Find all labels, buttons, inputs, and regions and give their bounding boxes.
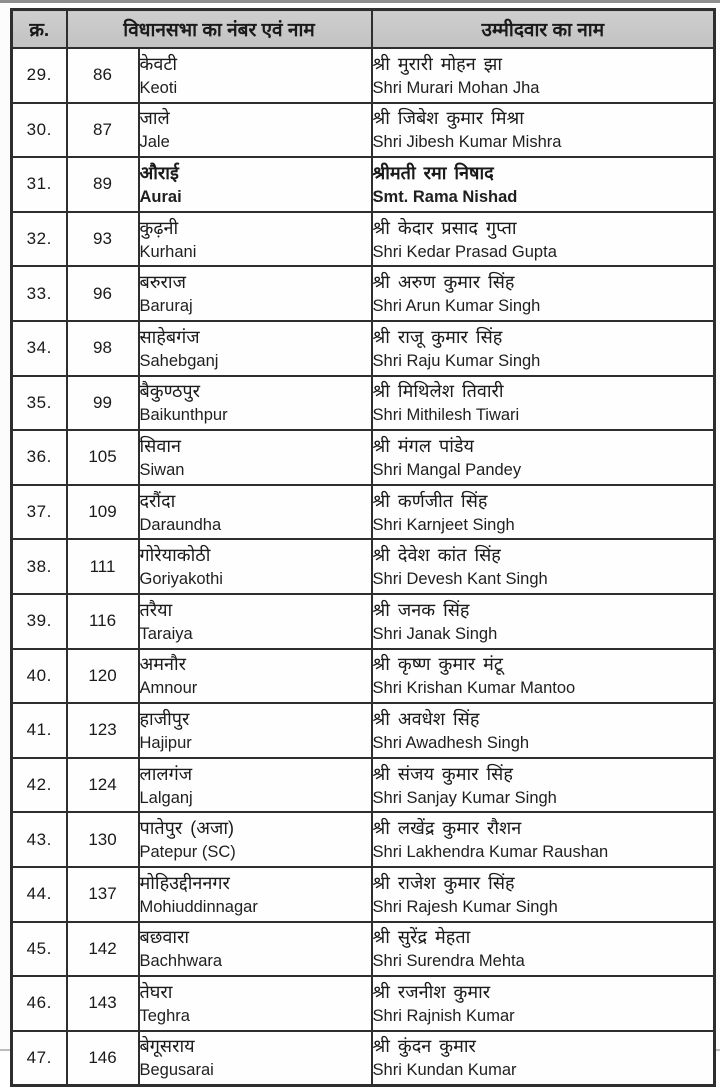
serial-cell: 47.	[12, 1031, 67, 1086]
candidate-name-english: Shri Devesh Kant Singh	[372, 570, 548, 589]
constituency-number-cell: 142	[67, 922, 139, 977]
candidate-name-english: Shri Mangal Pandey	[372, 460, 522, 479]
candidate-name-hindi: श्रीमती रमा निषाद	[372, 162, 494, 183]
constituency-number-cell: 86	[67, 48, 139, 103]
serial-cell: 42.	[12, 758, 67, 813]
candidate-name-hindi: श्री लखेंद्र कुमार रौशन	[372, 818, 522, 839]
constituency-name-cell	[139, 157, 372, 212]
constituency-name-hindi: लालगंज	[139, 763, 193, 784]
constituency-name-cell	[139, 812, 372, 867]
serial-cell: 37.	[12, 485, 67, 540]
constituency-name-english: Hajipur	[139, 733, 192, 752]
constituency-name-hindi: तरैया	[139, 599, 173, 620]
candidate-name-english: Shri Karnjeet Singh	[372, 515, 515, 534]
constituency-name-english: Baruraj	[139, 297, 193, 316]
constituency-name-hindi: गोरेयाकोठी	[139, 545, 211, 566]
table-row	[12, 649, 715, 704]
candidate-name-english: Shri Sanjay Kumar Singh	[372, 788, 557, 807]
constituency-name-hindi: बेगूसराय	[139, 1036, 195, 1057]
constituency-name-english: Teghra	[139, 1006, 190, 1025]
table-row	[12, 922, 715, 977]
constituency-number-cell: 93	[67, 212, 139, 267]
candidate-name-english: Shri Rajesh Kumar Singh	[372, 897, 558, 916]
candidate-name-cell	[372, 758, 715, 813]
table-row	[12, 157, 715, 212]
constituency-number-cell: 105	[67, 430, 139, 485]
table-body	[12, 48, 715, 1086]
table-row	[12, 266, 715, 321]
serial-cell: 40.	[12, 649, 67, 704]
candidate-name-hindi: श्री जिबेश कुमार मिश्रा	[372, 108, 524, 129]
candidate-name-english: Shri Awadhesh Singh	[372, 733, 530, 752]
candidate-name-cell	[372, 157, 715, 212]
serial-cell: 36.	[12, 430, 67, 485]
serial-cell: 43.	[12, 812, 67, 867]
candidate-name-cell	[372, 867, 715, 922]
candidate-name-english: Shri Murari Mohan Jha	[372, 78, 540, 97]
table-row	[12, 867, 715, 922]
candidate-name-cell	[372, 922, 715, 977]
serial-cell: 31.	[12, 157, 67, 212]
table-row	[12, 212, 715, 267]
constituency-name-hindi: जाले	[139, 108, 170, 129]
candidates-table	[10, 8, 716, 1087]
constituency-name-hindi: साहेबगंज	[139, 326, 200, 347]
constituency-number-cell: 146	[67, 1031, 139, 1086]
constituency-name-english: Bachhwara	[139, 952, 223, 971]
constituency-number-cell: 137	[67, 867, 139, 922]
constituency-name-cell	[139, 48, 372, 103]
candidate-name-cell	[372, 649, 715, 704]
serial-cell: 33.	[12, 266, 67, 321]
candidate-name-hindi: श्री संजय कुमार सिंह	[372, 763, 513, 784]
candidate-name-cell	[372, 703, 715, 758]
constituency-number-cell: 120	[67, 649, 139, 704]
table-row	[12, 758, 715, 813]
constituency-number-cell: 96	[67, 266, 139, 321]
constituency-name-hindi: बरुराज	[139, 272, 186, 293]
candidate-name-english: Shri Krishan Kumar Mantoo	[372, 679, 576, 698]
candidate-name-english: Shri Janak Singh	[372, 624, 498, 643]
constituency-name-hindi: बैकुण्ठपुर	[139, 381, 200, 402]
candidate-name-hindi: श्री देवेश कांत सिंह	[372, 545, 501, 566]
constituency-name-english: Lalganj	[139, 788, 193, 807]
candidate-name-hindi: श्री राजेश कुमार सिंह	[372, 872, 515, 893]
candidate-name-english: Shri Arun Kumar Singh	[372, 297, 541, 316]
candidate-name-hindi: श्री राजू कुमार सिंह	[372, 326, 503, 347]
serial-cell: 44.	[12, 867, 67, 922]
constituency-name-cell	[139, 430, 372, 485]
candidate-name-hindi: श्री मुरारी मोहन झा	[372, 53, 502, 74]
constituency-name-english: Keoti	[139, 78, 178, 97]
constituency-name-cell	[139, 703, 372, 758]
constituency-name-hindi: अमनौर	[139, 654, 187, 675]
constituency-name-cell	[139, 103, 372, 158]
table-row	[12, 539, 715, 594]
constituency-name-hindi: हाजीपुर	[139, 708, 190, 729]
candidate-name-english: Shri Kedar Prasad Gupta	[372, 242, 557, 261]
candidate-name-english: Shri Rajnish Kumar	[372, 1006, 515, 1025]
candidate-name-hindi: श्री रजनीश कुमार	[372, 981, 491, 1002]
constituency-name-english: Daraundha	[139, 515, 222, 534]
constituency-name-english: Jale	[139, 133, 170, 152]
constituency-name-hindi: दरौंदा	[139, 490, 176, 511]
constituency-name-english: Siwan	[139, 460, 185, 479]
serial-cell: 34.	[12, 321, 67, 376]
constituency-number-cell: 123	[67, 703, 139, 758]
constituency-name-cell	[139, 649, 372, 704]
header-constituency: विधानसभा का नंबर एवं नाम	[67, 10, 372, 49]
serial-cell: 32.	[12, 212, 67, 267]
constituency-name-english: Sahebganj	[139, 351, 219, 370]
candidate-name-hindi: श्री अवधेश सिंह	[372, 708, 480, 729]
constituency-name-cell	[139, 758, 372, 813]
candidate-name-cell	[372, 594, 715, 649]
constituency-name-hindi: पातेपुर (अजा)	[139, 818, 234, 839]
constituency-name-cell	[139, 539, 372, 594]
table-row	[12, 103, 715, 158]
constituency-number-cell: 98	[67, 321, 139, 376]
candidate-name-hindi: श्री मंगल पांडेय	[372, 435, 474, 456]
table-row	[12, 321, 715, 376]
candidate-name-cell	[372, 430, 715, 485]
table-row	[12, 812, 715, 867]
constituency-name-hindi: केवटी	[139, 53, 178, 74]
candidate-name-hindi: श्री मिथिलेश तिवारी	[372, 381, 504, 402]
candidate-name-cell	[372, 266, 715, 321]
header-serial: क्र.	[12, 10, 67, 49]
constituency-name-cell	[139, 594, 372, 649]
constituency-name-hindi: मोहिउद्दीननगर	[139, 872, 230, 893]
constituency-name-english: Begusarai	[139, 1061, 214, 1080]
constituency-name-cell	[139, 976, 372, 1031]
serial-cell: 45.	[12, 922, 67, 977]
candidate-name-hindi: श्री केदार प्रसाद गुप्ता	[372, 217, 517, 238]
constituency-name-cell	[139, 867, 372, 922]
constituency-name-cell	[139, 266, 372, 321]
constituency-number-cell: 124	[67, 758, 139, 813]
table-row	[12, 1031, 715, 1086]
constituency-number-cell: 87	[67, 103, 139, 158]
constituency-name-cell	[139, 321, 372, 376]
table-row	[12, 48, 715, 103]
constituency-number-cell: 99	[67, 376, 139, 431]
candidate-name-cell	[372, 212, 715, 267]
candidate-name-hindi: श्री अरुण कुमार सिंह	[372, 272, 515, 293]
constituency-name-english: Mohiuddinnagar	[139, 897, 258, 916]
table-row	[12, 594, 715, 649]
serial-cell: 46.	[12, 976, 67, 1031]
candidate-name-cell	[372, 539, 715, 594]
constituency-name-english: Patepur (SC)	[139, 843, 236, 862]
constituency-number-cell: 89	[67, 157, 139, 212]
candidate-name-cell	[372, 48, 715, 103]
candidate-name-hindi: श्री कुंदन कुमार	[372, 1036, 476, 1057]
candidate-name-cell	[372, 485, 715, 540]
constituency-name-english: Taraiya	[139, 624, 193, 643]
candidate-name-cell	[372, 376, 715, 431]
constituency-name-hindi: सिवान	[139, 435, 181, 456]
constituency-number-cell: 111	[67, 539, 139, 594]
constituency-name-english: Baikunthpur	[139, 406, 228, 425]
constituency-name-cell	[139, 922, 372, 977]
candidate-name-english: Shri Kundan Kumar	[372, 1061, 517, 1080]
constituency-name-cell	[139, 376, 372, 431]
serial-cell: 38.	[12, 539, 67, 594]
serial-cell: 35.	[12, 376, 67, 431]
constituency-name-hindi: कुढ़नी	[139, 217, 179, 238]
constituency-number-cell: 143	[67, 976, 139, 1031]
candidate-name-cell	[372, 321, 715, 376]
constituency-number-cell: 109	[67, 485, 139, 540]
constituency-name-english: Kurhani	[139, 242, 197, 261]
candidate-name-hindi: श्री कृष्ण कुमार मंटू	[372, 654, 504, 675]
table-row	[12, 376, 715, 431]
serial-cell: 29.	[12, 48, 67, 103]
serial-cell: 39.	[12, 594, 67, 649]
header-candidate: उम्मीदवार का नाम	[372, 10, 715, 49]
scan-edge-top	[0, 0, 720, 3]
table-row	[12, 703, 715, 758]
constituency-name-cell	[139, 212, 372, 267]
candidate-name-english: Smt. Rama Nishad	[372, 187, 518, 206]
candidate-name-english: Shri Mithilesh Tiwari	[372, 406, 520, 425]
candidate-name-cell	[372, 976, 715, 1031]
constituency-number-cell: 116	[67, 594, 139, 649]
candidate-name-english: Shri Raju Kumar Singh	[372, 351, 541, 370]
constituency-name-english: Goriyakothi	[139, 570, 223, 589]
candidate-name-english: Shri Lakhendra Kumar Raushan	[372, 843, 609, 862]
header-row	[12, 10, 715, 49]
table-row	[12, 430, 715, 485]
serial-cell: 41.	[12, 703, 67, 758]
constituency-name-hindi: तेघरा	[139, 981, 173, 1002]
candidate-name-cell	[372, 812, 715, 867]
constituency-name-cell	[139, 1031, 372, 1086]
candidate-name-english: Shri Jibesh Kumar Mishra	[372, 133, 562, 152]
constituency-name-cell	[139, 485, 372, 540]
constituency-name-english: Aurai	[139, 187, 182, 206]
table-header	[12, 10, 715, 49]
constituency-number-cell: 130	[67, 812, 139, 867]
constituency-name-hindi: औराई	[139, 162, 179, 183]
table-row	[12, 976, 715, 1031]
candidate-name-cell	[372, 103, 715, 158]
candidate-name-english: Shri Surendra Mehta	[372, 952, 525, 971]
constituency-name-hindi: बछवारा	[139, 927, 190, 948]
candidate-name-hindi: श्री सुरेंद्र मेहता	[372, 927, 471, 948]
table-row	[12, 485, 715, 540]
candidate-name-hindi: श्री जनक सिंह	[372, 599, 470, 620]
constituency-name-english: Amnour	[139, 679, 198, 698]
candidate-name-hindi: श्री कर्णजीत सिंह	[372, 490, 488, 511]
serial-cell: 30.	[12, 103, 67, 158]
candidate-name-cell	[372, 1031, 715, 1086]
